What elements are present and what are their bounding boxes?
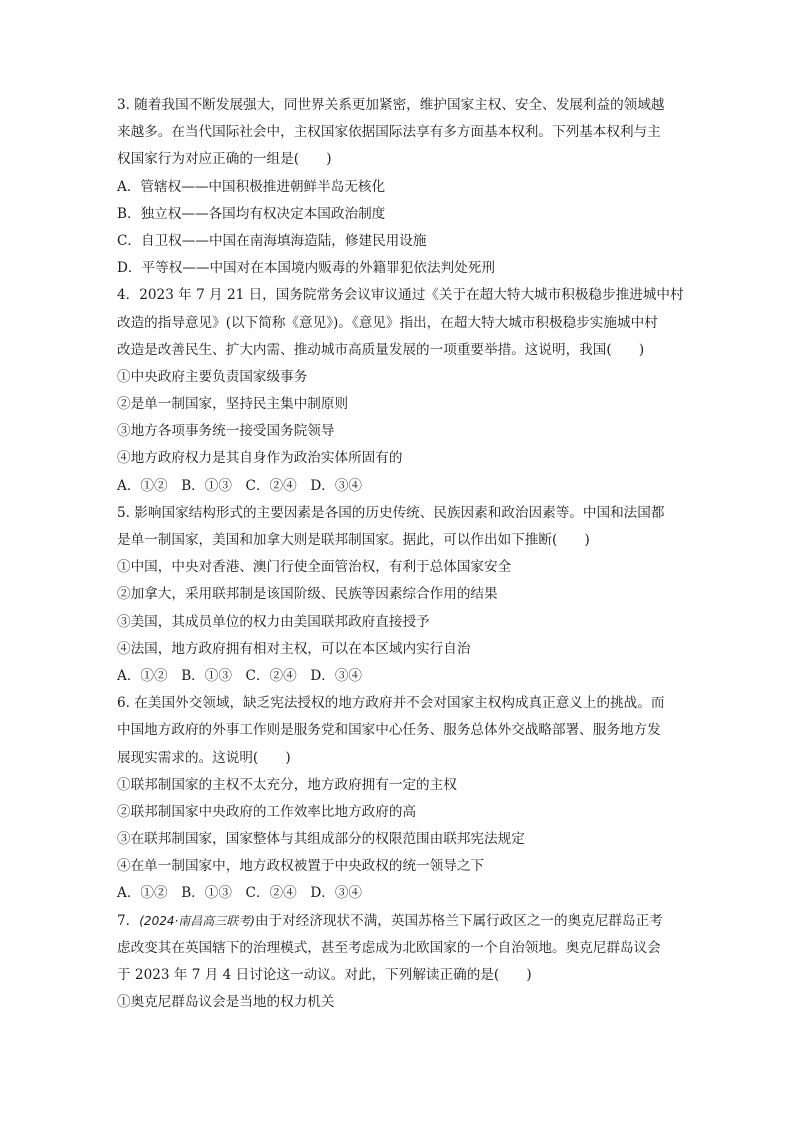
- answer-options: A．①② B．①③ C．②④ D．③④: [117, 477, 363, 494]
- statement-3: ③在联邦制国家，国家整体与其组成部分的权限范围由联邦宪法规定: [117, 831, 525, 848]
- question-stem-line: 展现实需求的。这说明( ): [117, 749, 291, 766]
- question-stem-line: 来越多。在当代国际社会中，主权国家依据国际法享有多方面基本权利。下列基本权利与主: [117, 124, 661, 141]
- statement-3: ③美国，其成员单位的权力由美国联邦政府直接授予: [117, 613, 430, 630]
- statement-1: ①中国，中央对香港、澳门行使全面管治权，有利于总体国家安全: [117, 559, 512, 576]
- statement-4: ④在单一制国家中，地方政权被置于中央政权的统一领导之下: [117, 858, 485, 875]
- question-number: 7．: [117, 912, 140, 929]
- statement-1: ①中央政府主要负责国家级事务: [117, 368, 308, 385]
- option-c: C．自卫权——中国在南海填海造陆，修建民用设施: [117, 232, 427, 249]
- statement-3: ③地方各项事务统一接受国务院领导: [117, 423, 335, 440]
- answer-options: A．①② B．①③ C．②④ D．③④: [117, 667, 363, 684]
- question-stem-text: 由于对经济现状不满，英国苏格兰下属行政区之一的奥克尼群岛正考: [254, 912, 663, 929]
- option-b: B．独立权——各国均有权决定本国政治制度: [117, 205, 386, 222]
- question-5: [117, 500, 687, 690]
- question-stem-line: 改造的指导意见》(以下简称《意见》)。《意见》指出，在超大特大城市积极稳步实施城中村: [117, 314, 658, 331]
- statement-1: ①奥克尼群岛议会是当地的权力机关: [117, 994, 335, 1011]
- question-stem-line: 3. 随着我国不断发展强大，同世界关系更加紧密，维护国家主权、安全、发展利益的领域越: [117, 97, 665, 113]
- question-stem-line: 是单一制国家，美国和加拿大则是联邦制国家。据此，可以作出如下推断( ): [117, 532, 590, 548]
- question-stem-line: 改造是改善民生、扩大内需、推动城市高质量发展的一项重要举措。这说明，我国( ): [117, 341, 645, 358]
- question-4: [117, 282, 687, 500]
- question-stem-line: 4．2023 年 7 月 21 日，国务院常务会议审议通过《关于在超大特大城市积极稳步推进城中村: [117, 287, 684, 304]
- statement-4: ④地方政府权力是其自身作为政治实体所固有的: [117, 450, 403, 467]
- question-7: [117, 908, 687, 1017]
- document-page: [117, 92, 687, 1016]
- question-stem-line: 中国地方政府的外事工作则是服务党和国家中心任务、服务总体外交战略部署、服务地方发: [117, 722, 661, 739]
- option-d: D．平等权——中国对在本国境内贩毒的外籍罪犯依法判处死刑: [117, 260, 495, 277]
- question-stem-line: 权国家行为对应正确的一组是( ): [117, 151, 332, 168]
- question-stem-line: 虑改变其在英国辖下的治理模式，甚至考虑成为北欧国家的一个自治领地。奥克尼群岛议会: [117, 939, 661, 956]
- statement-2: ②加拿大，采用联邦制是该国阶级、民族等因素综合作用的结果: [117, 586, 498, 603]
- statement-4: ④法国，地方政府拥有相对主权，可以在本区域内实行自治: [117, 640, 471, 657]
- statement-1: ①联邦制国家的主权不太充分，地方政府拥有一定的主权: [117, 776, 457, 793]
- option-a: A．管辖权——中国积极推进朝鲜半岛无核化: [117, 178, 386, 195]
- question-stem-line: [117, 908, 687, 935]
- question-3: [117, 92, 687, 282]
- question-6: [117, 690, 687, 908]
- statement-2: ②联邦制国家中央政府的工作效率比地方政府的高: [117, 803, 417, 820]
- question-stem-line: 6. 在美国外交领域，缺乏宪法授权的地方政府并不会对国家主权构成真正意义上的挑战。而: [117, 695, 665, 712]
- question-stem-line: 于 2023 年 7 月 4 日讨论这一动议。对此，下列解读正确的是( ): [117, 967, 532, 983]
- answer-options: A．①② B．①③ C．②④ D．③④: [117, 885, 363, 902]
- question-stem-line: 5. 影响国家结构形式的主要因素是各国的历史传统、民族因素和政治因素等。中国和法国都: [117, 504, 665, 521]
- question-source: (2024·南昌高三联考): [139, 913, 255, 928]
- statement-2: ②是单一制国家，坚持民主集中制原则: [117, 396, 349, 413]
